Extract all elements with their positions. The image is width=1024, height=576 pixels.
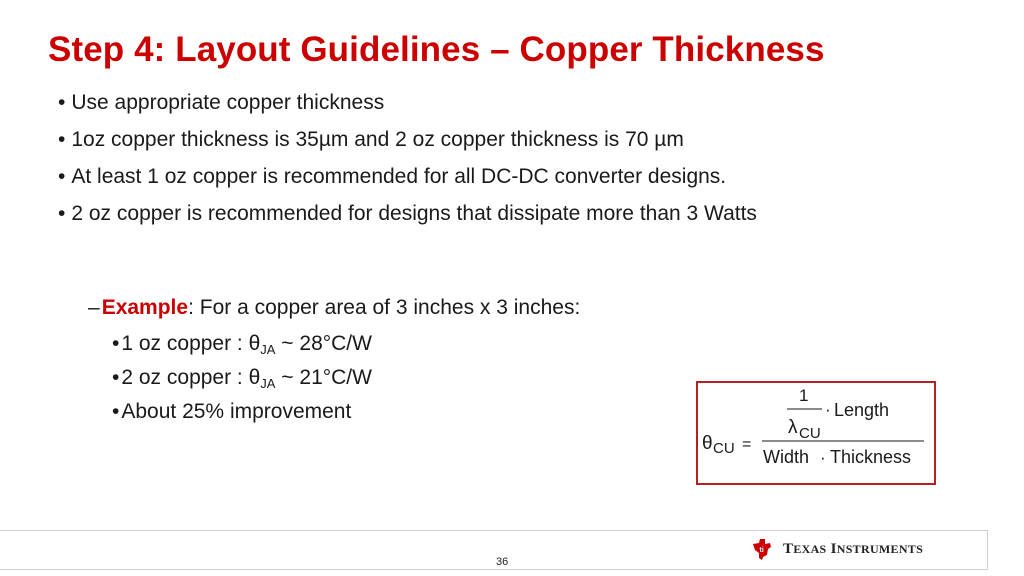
example-item-suffix: ~ 28°C/W xyxy=(275,332,372,355)
brand-wordmark xyxy=(783,541,923,558)
slide-title: Step 4: Layout Guidelines – Copper Thickness xyxy=(48,30,825,69)
example-item-sub: JA xyxy=(260,342,276,357)
formula-thickness: Thickness xyxy=(830,447,912,467)
brand-word-1: EXAS xyxy=(793,542,827,556)
example-label: Example xyxy=(101,296,189,319)
brand-initial-1: T xyxy=(783,541,794,557)
bullet-item: • Use appropriate copper thickness xyxy=(58,88,757,125)
example-dash: – xyxy=(88,296,100,319)
formula-one: 1 xyxy=(799,386,809,405)
formula-graphic xyxy=(698,383,934,483)
formula-theta-sub: CU xyxy=(713,440,735,457)
formula-equals: = xyxy=(742,436,752,453)
formula-width: Width xyxy=(763,447,810,467)
example-text: : For a copper area of 3 inches x 3 inches: xyxy=(188,296,581,319)
formula-dot-top: · xyxy=(825,400,831,419)
formula-theta: θ xyxy=(702,433,713,454)
example-item-prefix: 2 oz copper : θ xyxy=(121,366,261,389)
brand-initial-2: I xyxy=(830,541,837,557)
formula-lambda: λ xyxy=(788,417,798,438)
example-item-suffix: ~ 21°C/W xyxy=(275,366,372,389)
formula-box xyxy=(696,381,936,485)
example-item xyxy=(112,364,372,398)
example-item-prefix: About 25% improvement xyxy=(121,400,352,423)
svg-text:ti: ti xyxy=(759,547,764,554)
texas-instruments-logo-icon xyxy=(750,537,774,561)
example-heading xyxy=(88,296,580,320)
formula-length: Length xyxy=(834,400,890,420)
page-number: 36 xyxy=(496,556,509,568)
example-item-prefix: 1 oz copper : θ xyxy=(121,332,261,355)
example-item-sub: JA xyxy=(260,376,276,391)
bullet-item: • 2 oz copper is recommended for designs that dissipate more than 3 Watts xyxy=(58,199,757,236)
example-item xyxy=(112,330,372,364)
formula-lambda-sub: CU xyxy=(799,425,821,442)
example-item xyxy=(112,398,372,432)
brand-word-2: NSTRUMENTS xyxy=(836,542,924,556)
bullet-item: • At least 1 oz copper is recommended for all DC-DC converter designs. xyxy=(58,162,757,199)
formula-dot-bottom: · xyxy=(820,448,826,467)
main-bullet-list xyxy=(58,88,757,236)
example-sub-list xyxy=(112,330,372,432)
bullet-item: • 1oz copper thickness is 35µm and 2 oz copper thickness is 70 µm xyxy=(58,125,757,162)
